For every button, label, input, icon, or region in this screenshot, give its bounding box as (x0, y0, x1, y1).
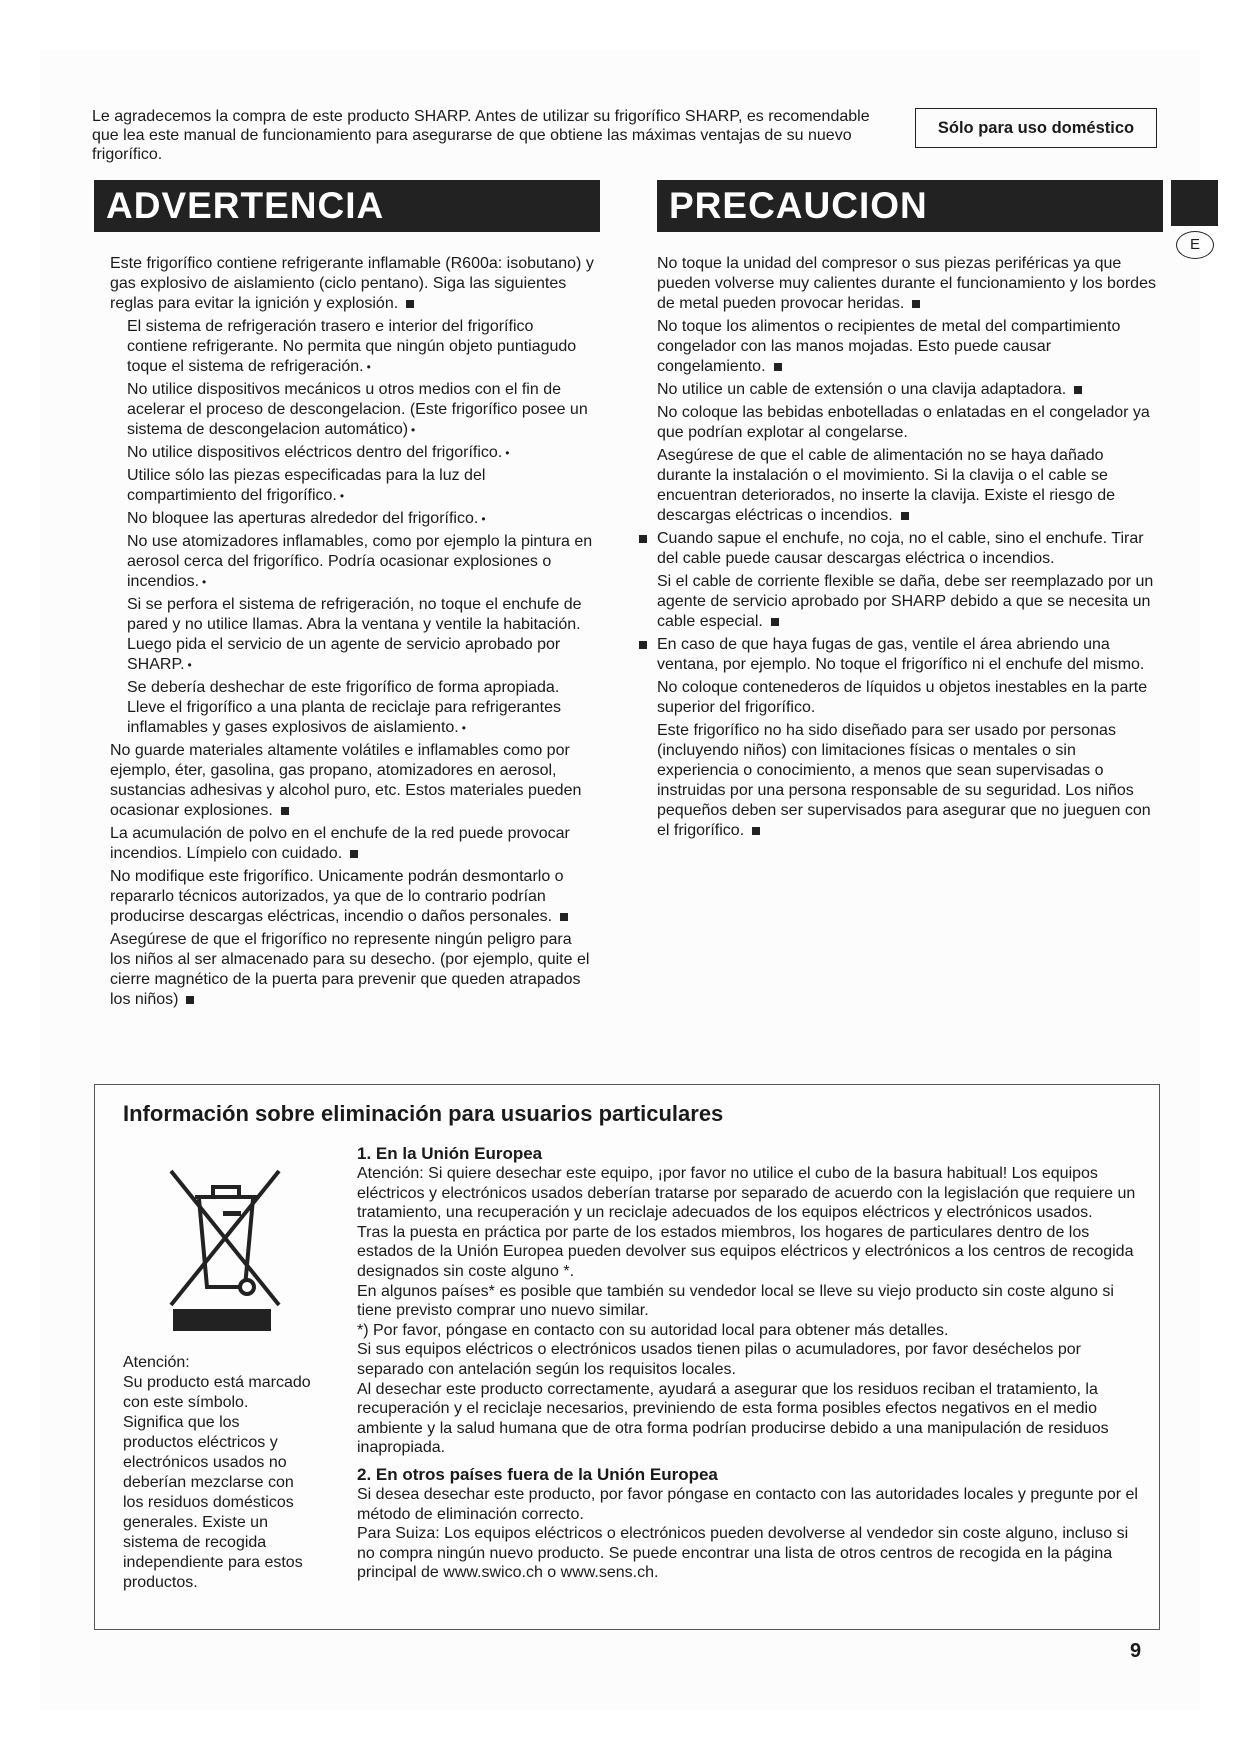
caution-item-text: No toque la unidad del compresor o sus piezas periféricas ya que pueden volverse muy calientes durante el funcionamiento y los bordes de metal pueden provocar heridas. (657, 255, 1156, 312)
weee-bar (173, 1309, 271, 1331)
page-number: 9 (1130, 1640, 1142, 1662)
caution-item (657, 572, 1157, 632)
bullet-dot-icon: • (481, 512, 486, 526)
caution-item (657, 721, 1157, 841)
attention-note: Atención: Su producto está marcado con este símbolo. Significa que los productos eléctricos y electrónicos usados no deberían mezclarse con los residuos domésticos generales. Existe un sistema de recogida independiente para estos productos. (123, 1354, 311, 1591)
language-badge: E (1176, 231, 1214, 259)
warning-subitem-text: No utilice dispositivos mecánicos u otros medios con el fin de acelerar el proceso de descongelacion. (Este frigorífico posee un sistema de descongelacion automático) (127, 381, 588, 438)
bullet-square-icon (281, 807, 289, 815)
warning-item (110, 741, 594, 821)
bullet-dot-icon: • (366, 360, 371, 374)
bullet-dot-icon: • (339, 489, 345, 503)
warning-item (110, 867, 594, 927)
bullet-square-icon (186, 996, 194, 1004)
caution-item-text: No toque los alimentos o recipientes de metal del compartimiento congelador con las manos mojadas. Esto puede causar congelamiento. (657, 318, 1121, 375)
warning-subitem (110, 380, 594, 440)
warning-item (110, 824, 594, 864)
disposal-title: Información sobre eliminación para usuarios particulares (123, 1101, 724, 1126)
disposal-info-box (94, 1084, 1160, 1630)
bullet-dot-icon: • (187, 658, 192, 672)
warning-item-text: Asegúrese de que el frigorífico no represente ningún peligro para los niños al ser almacenado para su desecho. (por ejemplo, quite el cierre magnético de la puerta para prevenir que queden atrapados los niños) (110, 931, 590, 1008)
eu-paragraph: Si sus equipos eléctricos o electrónicos usados tienen pilas o acumuladores, por favor deséchelos por separado con antelación según los requisitos locales. (357, 1341, 1081, 1378)
eu-heading: 1. En la Unión Europea (357, 1144, 543, 1163)
bullet-dot-icon: • (461, 721, 466, 735)
bullet-square-icon (771, 618, 779, 626)
other-countries-heading: 2. En otros países fuera de la Unión Europea (357, 1464, 718, 1484)
bullet-dot-icon: • (202, 575, 207, 589)
crossed-out-bin-icon (165, 1165, 285, 1315)
other-paragraph: Si desea desechar este producto, por favor póngase en contacto con las autoridades locales y pregunte por el método de eliminación correcto. (357, 1485, 1138, 1523)
domestic-use-label: Sólo para uso doméstico (915, 108, 1157, 148)
warning-subitem (110, 466, 594, 506)
caution-item-text: Asegúrese de que el cable de alimentación no se haya dañado durante la instalación o el movimiento. Si la clavija o el cable se encuentran deteriorados, no inserte la clavija. Existe el riesgo de descargas eléctricas o incendios. (657, 447, 1116, 524)
warning-subitem-text: Se debería deshechar de este frigorífico de forma apropiada. Lleve el frigorífico a una planta de reciclaje para refrigerantes inflamables y gases explosivos de aislamiento. (127, 679, 562, 736)
caution-item-text: Este frigorífico no ha sido diseñado para ser usado por personas (incluyendo niños) con limitaciones físicas o mentales o sin experiencia o conocimiento, a menos que sean supervisadas o instruidas por una persona responsable de su seguridad. Los niños pequeños deben ser supervisados para asegurar que no jueguen con el frigorífico. (657, 722, 1151, 839)
warning-subitem (110, 595, 594, 675)
disposal-text (357, 1143, 1147, 1583)
bullet-square-icon (406, 300, 414, 308)
other-paragraph: Para Suiza: Los equipos eléctricos o electrónicos pueden devolverse al vendedor sin coste alguno, incluso si no compra ningún nuevo producto. Se puede encontrar una lista de otros centros de recogida en la página principal de www.swico.ch o www.sens.ch. (357, 1525, 1129, 1582)
caution-item (657, 446, 1157, 526)
caution-item (657, 380, 1157, 400)
bullet-square-icon (912, 300, 920, 308)
eu-paragraph: Tras la puesta en práctica por parte de los estados miembros, los hogares de particulares dentro de los estados de la Unión Europea pueden devolver sus equipos eléctricos y electrónicos a los centros de recogida designados sin coste alguno *. (357, 1223, 1134, 1280)
warning-subitem-text: No bloquee las aperturas alrededor del frigorífico. (127, 510, 479, 527)
eu-paragraph: Al desechar este producto correctamente, ayudará a asegurar que los residuos reciban el tratamiento, la recuperación y el reciclaje necesarios, previniendo de esta forma posibles efectos negativos en el medio ambiente y la salud humana que de otra forma podrían producirse debido a una manipulación de residuos inapropiada. (357, 1380, 1109, 1457)
bullet-dot-icon: • (505, 446, 510, 460)
warning-subitem-text: Si se perfora el sistema de refrigeración, no toque el enchufe de pared y no utilice llamas. Abra la ventana y ventile la habitación. Luego pida el servicio de un agente de servicio aprobado por SHARP. (127, 596, 582, 673)
warning-item (110, 930, 594, 1010)
warning-item-text: No modifique este frigorífico. Unicamente podrán desmontarlo o repararlo técnicos autorizados, ya que de lo contrario podrían producirse descargas eléctricas, incendio o daños personales. (110, 868, 564, 925)
caution-item (657, 254, 1157, 314)
bullet-square-icon (639, 535, 647, 543)
warning-subitem-text: No use atomizadores inflamables, como por ejemplo la pintura en aerosol cerca del frigorífico. Podría ocasionar explosiones o incendios. (127, 533, 593, 590)
bullet-square-icon (774, 363, 782, 371)
warning-subitem (110, 678, 594, 738)
warning-heading: ADVERTENCIA (94, 180, 600, 232)
bullet-square-icon (752, 827, 760, 835)
caution-item (657, 317, 1157, 377)
section-tab (1171, 180, 1218, 226)
bullet-square-icon (1074, 386, 1082, 394)
warning-subitem (110, 509, 594, 529)
warning-subitem (110, 443, 594, 463)
bullet-square-icon (560, 913, 568, 921)
intro-text: Le agradecemos la compra de este producto SHARP. Antes de utilizar su frigorífico SHARP, es recomendable que lea este manual de funcionamiento para asegurarse de que obtiene las máximas ventajas de su nuevo frigorífico. (92, 108, 870, 163)
warning-lead-text: Este frigorífico contiene refrigerante inflamable (R600a: isobutano) y gas explosivo de aislamiento (ciclo pentano). Siga las siguientes reglas para evitar la ignición y explosión. (110, 255, 594, 312)
caution-item-text: Si el cable de corriente flexible se daña, debe ser reemplazado por un agente de servicio aprobado por SHARP debido a que se necesita un cable especial. (657, 573, 1154, 630)
bullet-square-icon (639, 641, 647, 649)
caution-heading: PRECAUCION (657, 180, 1163, 232)
warning-lead (110, 254, 594, 314)
warning-item-text: No guarde materiales altamente volátiles e inflamables como por ejemplo, éter, gasolina, gas propano, atomizadores en aerosol, sustancias adhesivas y alcohol puro, etc. Estos materiales pueden ocasionar explosiones. (110, 742, 582, 819)
bullet-square-icon (350, 850, 358, 858)
bullet-square-icon (901, 512, 909, 520)
caution-item-text: No utilice un cable de extensión o una clavija adaptadora. (657, 381, 1067, 398)
eu-paragraph: En algunos países* es posible que también su vendedor local se lleve su viejo producto sin coste alguno si tiene previsto comprar uno nuevo similar. (357, 1282, 1114, 1320)
warning-subitem (110, 317, 594, 377)
warning-subitem-text: No utilice dispositivos eléctricos dentro del frigorífico. (127, 444, 503, 461)
eu-paragraph: *) Por favor, póngase en contacto con su autoridad local para obtener más detalles. (357, 1321, 949, 1339)
warning-subitem (110, 532, 594, 592)
caution-column (657, 254, 1157, 844)
warning-subitem-text: Utilice sólo las piezas especificadas para la luz del compartimiento del frigorífico. (127, 467, 486, 504)
eu-paragraph: Atención: Si quiere desechar este equipo, ¡por favor no utilice el cubo de la basura habitual! Los equipos eléctricos y electrónicos usados deberían tratarse por separado de acuerdo con la legislación que requiere un tratamiento, una recuperación y un reciclaje adecuados de los equipos eléctricos y electrónicos usados. (357, 1165, 1136, 1222)
caution-item (657, 403, 1157, 443)
warning-subitem-text: El sistema de refrigeración trasero e interior del frigorífico contiene refrigerante. No permita que ningún objeto puntiagudo toque el sistema de refrigeración. (127, 318, 577, 375)
caution-item-text: No coloque las bebidas enbotelladas o enlatadas en el congelador ya que podrían explotar al congelarse. (657, 404, 1150, 441)
caution-item: No coloque contenederos de líquidos u objetos inestables en la parte superior del frigorífico. (657, 679, 1148, 716)
caution-item: En caso de que haya fugas de gas, ventile el área abriendo una ventana, por ejemplo. No toque el frigorífico ni el enchufe del mismo. (657, 635, 1157, 675)
warning-column (110, 254, 594, 1013)
warning-item-text: La acumulación de polvo en el enchufe de la red puede provocar incendios. Límpielo con cuidado. (110, 825, 570, 862)
caution-item: Cuando sapue el enchufe, no coja, no el cable, sino el enchufe. Tirar del cable puede causar descargas eléctrica o incendios. (657, 529, 1157, 569)
bullet-dot-icon: • (411, 423, 416, 437)
